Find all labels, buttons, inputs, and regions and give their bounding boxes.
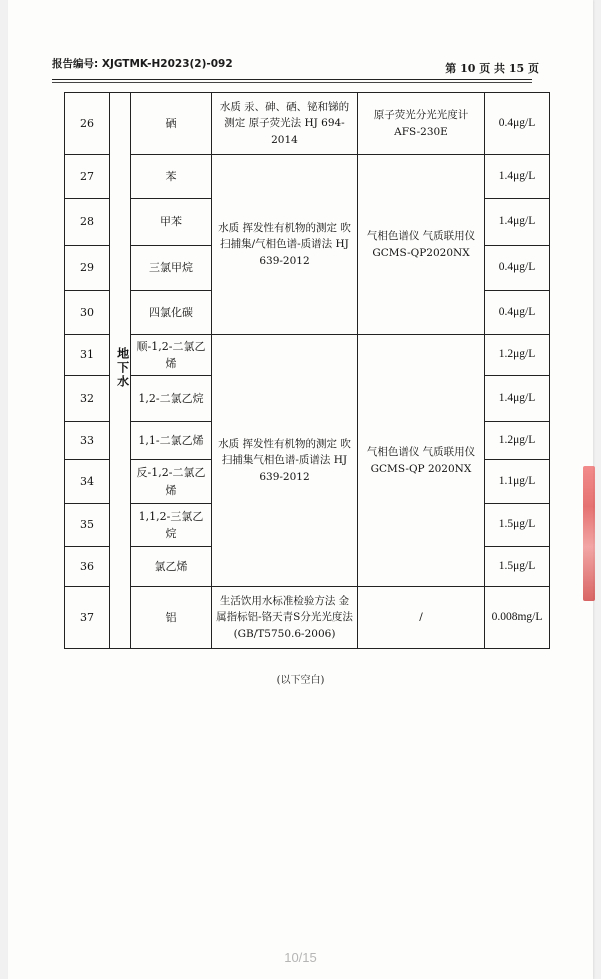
- detection-limit: 1.5μg/L: [485, 547, 550, 587]
- row-number: 31: [65, 335, 110, 376]
- method-text: 水质 挥发性有机物的测定 吹扫捕集/气相色谱-质谱法 HJ 639-2012: [212, 155, 358, 335]
- item-name: 1,2-二氯乙烷: [131, 376, 212, 422]
- blank-below-note: (以下空白): [276, 675, 325, 686]
- row-number: 28: [65, 199, 110, 246]
- detection-limit: 1.5μg/L: [485, 504, 550, 547]
- instrument-text: 气相色谱仪 气质联用仪 GCMS-QP 2020NX: [358, 335, 485, 587]
- item-name: 铝: [131, 587, 212, 649]
- region-cell: [110, 93, 131, 649]
- header-divider: [52, 79, 532, 80]
- row-number: 37: [65, 587, 110, 649]
- detection-limit: 1.4μg/L: [485, 155, 550, 199]
- item-name: 1,1-二氯乙烯: [131, 422, 212, 460]
- detection-limit: 0.4μg/L: [485, 93, 550, 155]
- item-name: 氯乙烯: [131, 547, 212, 587]
- table-row: [65, 335, 550, 376]
- row-number: 35: [65, 504, 110, 547]
- method-text: 水质 汞、砷、硒、铋和锑的测定 原子荧光法 HJ 694-2014: [212, 93, 358, 155]
- detection-limit: 1.4μg/L: [485, 376, 550, 422]
- page-counter: 10/15: [284, 950, 317, 965]
- item-name: 苯: [131, 155, 212, 199]
- item-name: 四氯化碳: [131, 291, 212, 335]
- page-info: 第 10 页 共 15 页: [445, 62, 539, 75]
- row-number: 26: [65, 93, 110, 155]
- row-number: 32: [65, 376, 110, 422]
- header-divider-thin: [52, 82, 532, 83]
- item-name: 1,1,2-三氯乙烷: [131, 504, 212, 547]
- detection-limit: 0.4μg/L: [485, 246, 550, 291]
- instrument-text: /: [358, 587, 485, 649]
- detection-limit: 1.4μg/L: [485, 199, 550, 246]
- item-name: 硒: [131, 93, 212, 155]
- table-row: [65, 155, 550, 199]
- detection-limit: 0.4μg/L: [485, 291, 550, 335]
- instrument-text: 气相色谱仪 气质联用仪 GCMS-QP2020NX: [358, 155, 485, 335]
- item-name: 甲苯: [131, 199, 212, 246]
- method-text: 水质 挥发性有机物的测定 吹扫捕集气相色谱-质谱法 HJ 639-2012: [212, 335, 358, 587]
- red-seal-stamp-edge: [583, 466, 595, 601]
- item-name: 顺-1,2-二氯乙烯: [131, 335, 212, 376]
- detection-limit: 1.2μg/L: [485, 422, 550, 460]
- item-name: 三氯甲烷: [131, 246, 212, 291]
- row-number: 36: [65, 547, 110, 587]
- detection-limit: 0.008mg/L: [485, 587, 550, 649]
- row-number: 34: [65, 460, 110, 504]
- report-number: 报告编号: XJGTMK-H2023(2)-092: [52, 58, 233, 70]
- row-number: 27: [65, 155, 110, 199]
- region-label: 地下水: [115, 346, 130, 389]
- test-method-table: [64, 92, 550, 649]
- item-name: 反-1,2-二氯乙烯: [131, 460, 212, 504]
- method-text: 生活饮用水标准检验方法 金属指标铝-铬天青S分光光度法 (GB/T5750.6-2006): [212, 587, 358, 649]
- detection-limit: 1.2μg/L: [485, 335, 550, 376]
- row-number: 29: [65, 246, 110, 291]
- row-number: 30: [65, 291, 110, 335]
- detection-limit: 1.1μg/L: [485, 460, 550, 504]
- instrument-text: 原子荧光分光光度计 AFS-230E: [358, 93, 485, 155]
- table-row: [65, 587, 550, 649]
- row-number: 33: [65, 422, 110, 460]
- table-row: [65, 93, 550, 155]
